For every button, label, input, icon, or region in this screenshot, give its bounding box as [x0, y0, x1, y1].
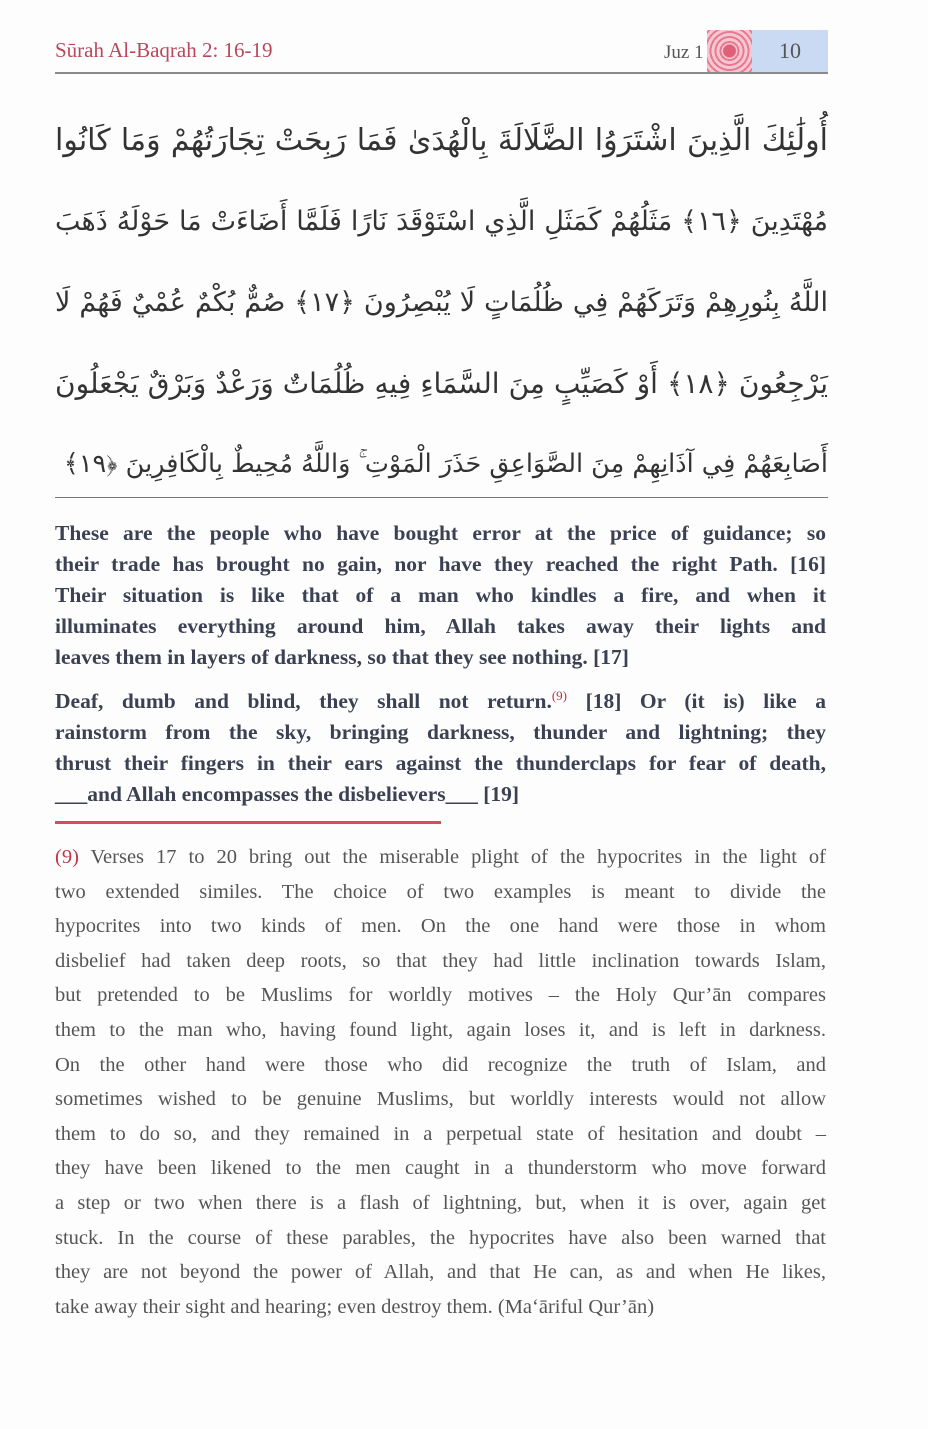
translation-line: thrust their fingers in their ears against the thunderclaps for fear of death,: [55, 751, 826, 775]
arabic-line: يَرْجِعُونَ ﴿١٨﴾ أَوْ كَصَيِّبٍ مِنَ السَّمَاءِ فِيهِ ظُلُمَاتٌ وَرَعْدٌ وَبَرْقٌ يَجْعَلُونَ: [55, 367, 828, 400]
ornament-icon: [707, 30, 752, 72]
footnote-line: them to do so, and they remained in a perpetual state of hesitation and doubt –: [55, 1122, 826, 1145]
page-number: 10: [752, 30, 828, 72]
translation-line: illuminates everything around him, Allah takes away their lights and: [55, 614, 826, 638]
footnote-line: they have been likened to the men caught in a thunderstorm who move forward: [55, 1157, 826, 1180]
footnote: [55, 840, 826, 1324]
translation-text: Deaf, dumb and blind, they shall not return.: [55, 689, 552, 713]
header-divider: [55, 72, 828, 74]
footnote-line: them to the man who, having found light, again loses it, and is left in darkness.: [55, 1018, 826, 1041]
footnote-line: stuck. In the course of these parables, the hypocrites have also been warned that: [55, 1226, 826, 1249]
arabic-line: أَصَابِعَهُمْ فِي آذَانِهِمْ مِنَ الصَّوَاعِقِ حَذَرَ الْمَوْتِ ۚ وَاللَّهُ مُحِيطٌ بِالْكَافِرِينَ ﴿١٩﴾: [63, 449, 828, 479]
footnote-marker: (9): [55, 846, 79, 868]
footnote-line: two extended similes. The choice of two examples is meant to divide the: [55, 880, 826, 903]
juz-label: Juz 1: [664, 42, 704, 63]
translation-line: their trade has brought no gain, nor have they reached the right Path. [16]: [55, 552, 826, 576]
footnote-line: sometimes wished to be genuine Muslims, but worldly interests would not allow: [55, 1088, 826, 1111]
translation-paragraph-1: [55, 518, 826, 673]
footnote-text: Verses 17 to 20 bring out the miserable plight of the hypocrites in the light of: [78, 846, 826, 868]
footnote-line: On the other hand were those who did recognize the truth of Islam, and: [55, 1053, 826, 1076]
footnote-line: disbelief had taken deep roots, so that they had little inclination towards Islam,: [55, 949, 826, 972]
running-header-title: Sūrah Al-Baqrah 2: 16-19: [55, 38, 273, 62]
footnote-line: a step or two when there is a flash of lightning, but, when it is over, again get: [55, 1191, 826, 1214]
translation-paragraph-2: [55, 686, 826, 810]
translation-line: rainstorm from the sky, bringing darkness, thunder and lightning; they: [55, 720, 826, 744]
footnote-line: take away their sight and hearing; even destroy them. (Ma‘āriful Qur’ān): [55, 1295, 655, 1318]
footnote-divider: [55, 821, 441, 824]
footnote-reference[interactable]: (9): [551, 687, 568, 703]
footnote-line: hypocrites into two kinds of men. On the one hand were those in whom: [55, 915, 826, 938]
translation-line: These are the people who have bought error at the price of guidance; so: [55, 521, 826, 545]
arabic-line: اللَّهُ بِنُورِهِمْ وَتَرَكَهُمْ فِي ظُلُمَاتٍ لَا يُبْصِرُونَ ﴿١٧﴾ صُمٌّ بُكْمٌ عُمْيٌ فَهُمْ لَا: [55, 287, 828, 318]
translation-line: ___and Allah encompasses the disbelievers___ [19]: [55, 782, 520, 806]
translation-line: leaves them in layers of darkness, so that they see nothing. [17]: [55, 645, 629, 669]
translation-text: [18] Or (it is) like a: [567, 689, 827, 713]
arabic-line: أُولَٰئِكَ الَّذِينَ اشْتَرَوُا الضَّلَالَةَ بِالْهُدَىٰ فَمَا رَبِحَتْ تِجَارَتُهُمْ وَمَا كَانُوا: [55, 123, 828, 158]
footnote-line: but pretended to be Muslims for worldly motives – the Holy Qur’ān compares: [55, 984, 826, 1007]
arabic-verses: [55, 100, 828, 505]
arabic-divider: [55, 497, 828, 498]
translation-line: Their situation is like that of a man who kindles a fire, and when it: [55, 583, 826, 607]
footnote-line: [55, 840, 826, 875]
arabic-line: مُهْتَدِينَ ﴿١٦﴾ مَثَلُهُمْ كَمَثَلِ الَّذِي اسْتَوْقَدَ نَارًا فَلَمَّا أَضَاءَتْ مَا حَوْلَهُ ذَهَبَ: [55, 206, 828, 237]
footnote-line: they are not beyond the power of Allah, and that He can, as and when He likes,: [55, 1261, 826, 1284]
translation-line: [55, 686, 826, 717]
